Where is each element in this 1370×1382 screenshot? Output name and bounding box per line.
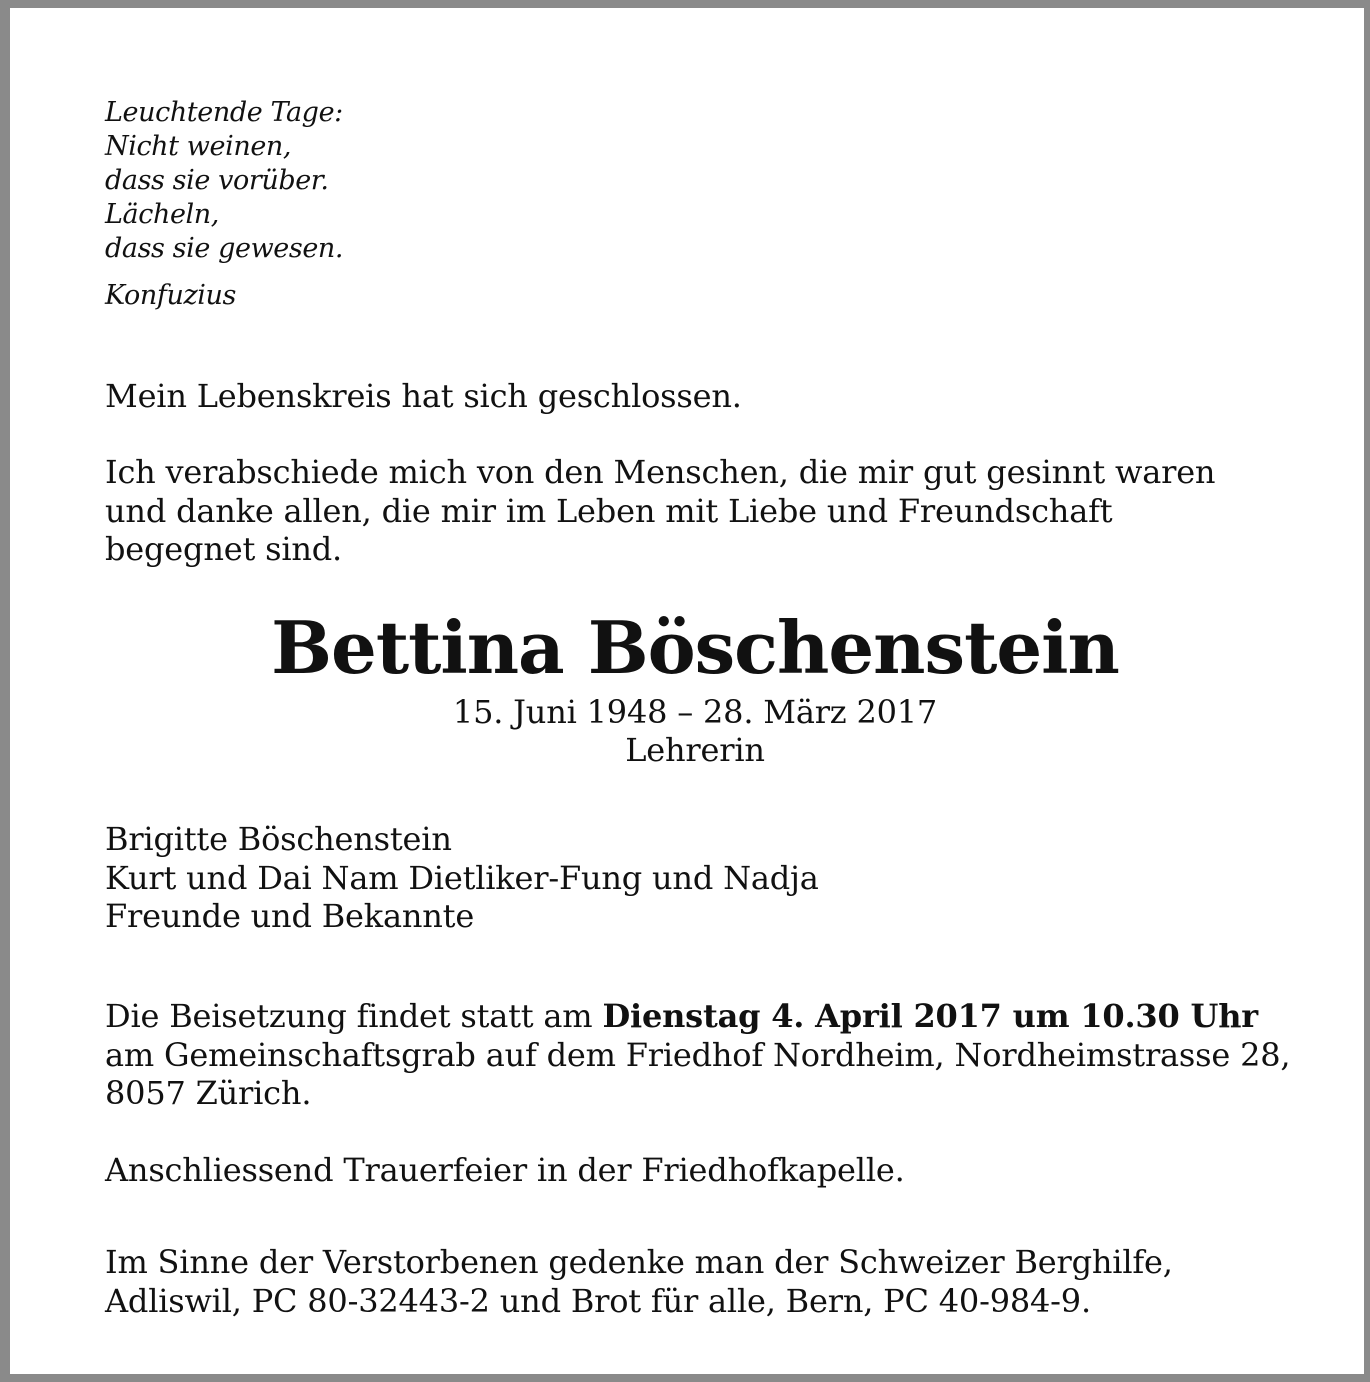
- funeral-date-line: [105, 997, 1290, 1036]
- funeral-city: 8057 Zürich.: [105, 1074, 312, 1112]
- poem-author: Konfuzius: [105, 280, 236, 311]
- funeral-details: [105, 997, 1290, 1113]
- farewell-line: begegnet sind.: [105, 530, 343, 568]
- mourner: Kurt und Dai Nam Dietliker-Fung und Nadja: [105, 858, 819, 897]
- farewell-line: Ich verabschiede mich von den Menschen, die mir gut gesinnt waren: [105, 453, 1216, 491]
- farewell-paragraph: [105, 453, 1215, 569]
- profession: Lehrerin: [625, 731, 765, 769]
- life-dates: 15. Juni 1948 – 28. März 2017: [452, 693, 938, 731]
- poem-line: Leuchtende Tage:: [105, 97, 343, 128]
- poem-line: Nicht weinen,: [105, 131, 292, 162]
- funeral-ceremony: Anschliessend Trauerfeier in der Friedhofkapelle.: [105, 1151, 905, 1189]
- funeral-location: am Gemeinschaftsgrab auf dem Friedhof Nordheim, Nordheimstrasse 28,: [105, 1035, 1291, 1074]
- donation-note: [105, 1243, 1173, 1320]
- intro-statement: Mein Lebenskreis hat sich geschlossen.: [105, 377, 742, 415]
- mourner: Brigitte Böschenstein: [105, 820, 452, 858]
- poem-line: dass sie gewesen.: [105, 233, 344, 264]
- poem: [105, 96, 343, 266]
- donation-line: Adliswil, PC 80-32443-2 und Brot für alle, Bern, PC 40-984-9.: [105, 1281, 1091, 1320]
- deceased-name: Bettina Böschenstein: [271, 605, 1119, 690]
- donation-line: Im Sinne der Verstorbenen gedenke man der Schweizer Berghilfe,: [105, 1243, 1173, 1281]
- funeral-date-time: Dienstag 4. April 2017 um 10.30 Uhr: [602, 997, 1258, 1035]
- poem-line: dass sie vorüber.: [105, 165, 329, 196]
- poem-line: Lächeln,: [105, 199, 219, 230]
- mourner: Freunde und Bekannte: [105, 897, 475, 935]
- funeral-intro: Die Beisetzung findet statt am: [105, 997, 603, 1035]
- mourners-list: [105, 820, 819, 936]
- farewell-line: und danke allen, die mir im Leben mit Liebe und Freundschaft: [105, 491, 1113, 530]
